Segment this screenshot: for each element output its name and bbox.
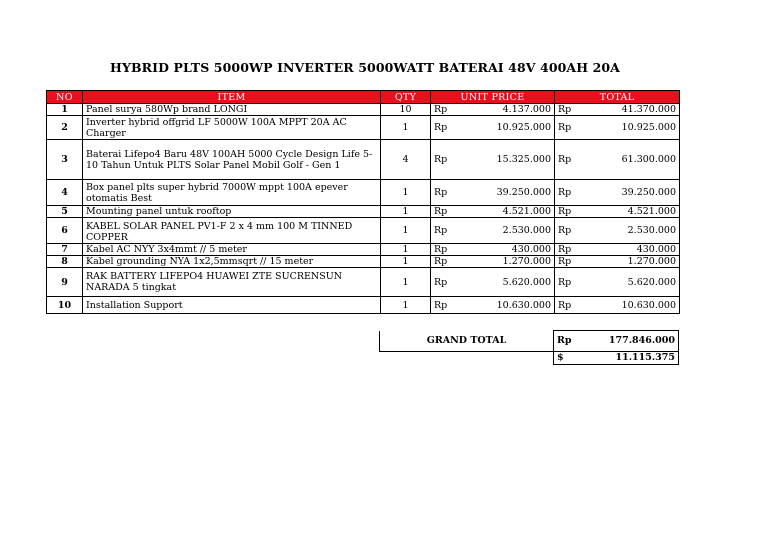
- row-item: Inverter hybrid offgrid LF 5000W 100A MPPT 20A AC Charger: [83, 116, 381, 140]
- header-unit-price: UNIT PRICE: [431, 91, 555, 104]
- header-item: ITEM: [83, 91, 381, 104]
- totals-table: [379, 330, 679, 365]
- row-total-currency: Rp: [555, 140, 593, 180]
- table-row: [47, 297, 680, 314]
- row-total: 10.925.000: [593, 116, 680, 140]
- usd-total-symbol: $: [554, 351, 592, 364]
- row-qty: 1: [381, 218, 431, 244]
- row-unit-currency: Rp: [431, 256, 469, 268]
- row-total: 10.630.000: [593, 297, 680, 314]
- header-total: TOTAL: [555, 91, 680, 104]
- row-total-currency: Rp: [555, 218, 593, 244]
- row-unit-currency: Rp: [431, 218, 469, 244]
- row-total: 1.270.000: [593, 256, 680, 268]
- row-total: 4.521.000: [593, 206, 680, 218]
- row-unit-price: 4.137.000: [469, 104, 555, 116]
- row-total: 430.000: [593, 244, 680, 256]
- row-unit-currency: Rp: [431, 268, 469, 297]
- table-header-row: [47, 91, 680, 104]
- row-qty: 1: [381, 116, 431, 140]
- row-number: 4: [47, 180, 83, 206]
- row-total: 61.300.000: [593, 140, 680, 180]
- row-total-currency: Rp: [555, 268, 593, 297]
- row-qty: 1: [381, 268, 431, 297]
- usd-total-row: [380, 351, 679, 364]
- row-unit-price: 10.925.000: [469, 116, 555, 140]
- row-qty: 1: [381, 256, 431, 268]
- row-unit-currency: Rp: [431, 244, 469, 256]
- row-item: Panel surya 580Wp brand LONGI: [83, 104, 381, 116]
- row-unit-price: 10.630.000: [469, 297, 555, 314]
- table-row: [47, 104, 680, 116]
- row-unit-price: 2.530.000: [469, 218, 555, 244]
- table-row: [47, 180, 680, 206]
- row-item: Mounting panel untuk rooftop: [83, 206, 381, 218]
- header-qty: QTY: [381, 91, 431, 104]
- row-total: 39.250.000: [593, 180, 680, 206]
- row-qty: 1: [381, 297, 431, 314]
- row-unit-price: 15.325.000: [469, 140, 555, 180]
- table-row: [47, 206, 680, 218]
- row-number: 5: [47, 206, 83, 218]
- row-total: 2.530.000: [593, 218, 680, 244]
- row-number: 6: [47, 218, 83, 244]
- row-number: 8: [47, 256, 83, 268]
- row-unit-price: 5.620.000: [469, 268, 555, 297]
- row-qty: 1: [381, 180, 431, 206]
- grand-total-value: 177.846.000: [592, 331, 679, 352]
- table-row: [47, 116, 680, 140]
- row-qty: 1: [381, 206, 431, 218]
- row-unit-currency: Rp: [431, 116, 469, 140]
- row-number: 3: [47, 140, 83, 180]
- row-total: 41.370.000: [593, 104, 680, 116]
- row-unit-price: 4.521.000: [469, 206, 555, 218]
- row-item: Kabel AC NYY 3x4mmt // 5 meter: [83, 244, 381, 256]
- row-total-currency: Rp: [555, 180, 593, 206]
- row-unit-currency: Rp: [431, 104, 469, 116]
- header-no: NO: [47, 91, 83, 104]
- row-number: 7: [47, 244, 83, 256]
- row-total-currency: Rp: [555, 206, 593, 218]
- row-total-currency: Rp: [555, 116, 593, 140]
- row-total-currency: Rp: [555, 297, 593, 314]
- grand-total-row: [380, 331, 679, 352]
- row-item: KABEL SOLAR PANEL PV1-F 2 x 4 mm 100 M TINNED COPPER: [83, 218, 381, 244]
- grand-total-currency: Rp: [554, 331, 592, 352]
- document-title: HYBRID PLTS 5000WP INVERTER 5000WATT BATERAI 48V 400AH 20A: [110, 60, 620, 75]
- row-number: 9: [47, 268, 83, 297]
- row-number: 2: [47, 116, 83, 140]
- table-row: [47, 244, 680, 256]
- row-unit-price: 1.270.000: [469, 256, 555, 268]
- row-unit-price: 39.250.000: [469, 180, 555, 206]
- row-unit-currency: Rp: [431, 180, 469, 206]
- row-unit-currency: Rp: [431, 297, 469, 314]
- row-item: Kabel grounding NYA 1x2,5mmsqrt // 15 meter: [83, 256, 381, 268]
- row-qty: 4: [381, 140, 431, 180]
- row-unit-price: 430.000: [469, 244, 555, 256]
- row-total: 5.620.000: [593, 268, 680, 297]
- table-row: [47, 140, 680, 180]
- row-item: Baterai Lifepo4 Baru 48V 100AH 5000 Cycle Design Life 5-10 Tahun Untuk PLTS Solar Panel Mobil Golf - Gen 1: [83, 140, 381, 180]
- quotation-table: [46, 90, 680, 314]
- row-qty: 1: [381, 244, 431, 256]
- usd-total-value: 11.115.375: [592, 351, 679, 364]
- grand-total-label: GRAND TOTAL: [380, 331, 554, 352]
- table-row: [47, 268, 680, 297]
- row-qty: 10: [381, 104, 431, 116]
- row-total-currency: Rp: [555, 244, 593, 256]
- row-item: Box panel plts super hybrid 7000W mppt 100A epever otomatis Best: [83, 180, 381, 206]
- table-row: [47, 218, 680, 244]
- row-total-currency: Rp: [555, 256, 593, 268]
- row-number: 10: [47, 297, 83, 314]
- table-row: [47, 256, 680, 268]
- row-number: 1: [47, 104, 83, 116]
- row-unit-currency: Rp: [431, 140, 469, 180]
- row-total-currency: Rp: [555, 104, 593, 116]
- row-item: RAK BATTERY LIFEPO4 HUAWEI ZTE SUCRENSUN NARADA 5 tingkat: [83, 268, 381, 297]
- row-item: Installation Support: [83, 297, 381, 314]
- row-unit-currency: Rp: [431, 206, 469, 218]
